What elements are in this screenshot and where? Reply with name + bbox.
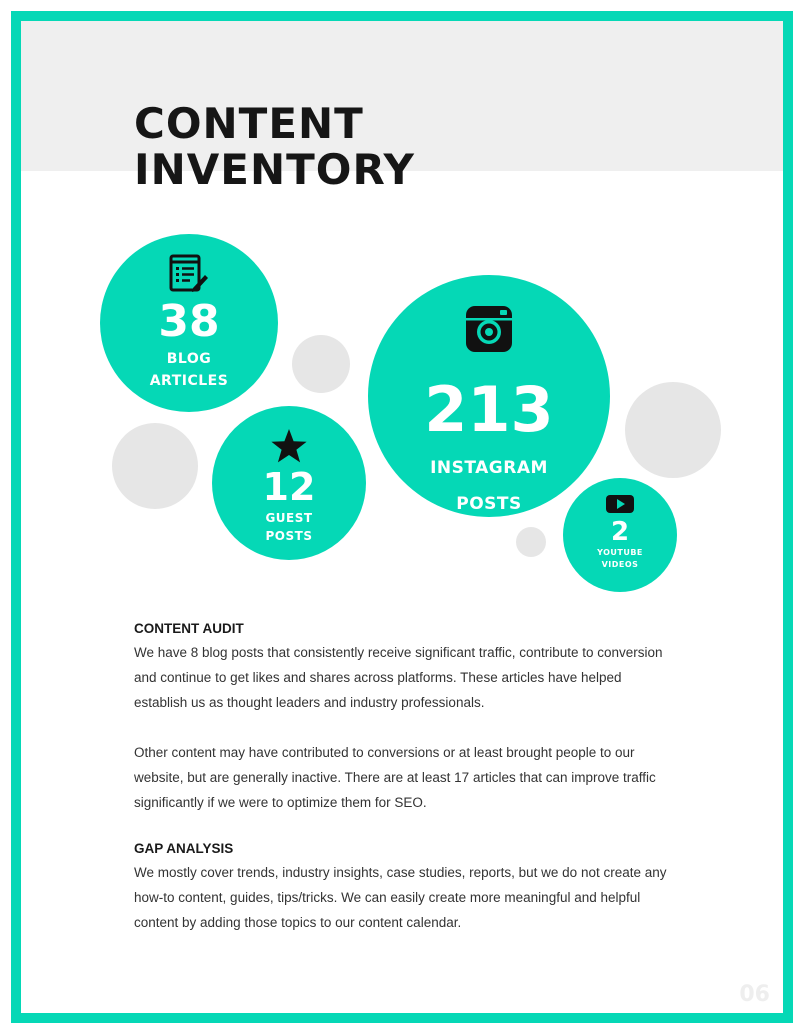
star-icon: [270, 428, 308, 464]
decorative-circle: [516, 527, 546, 557]
stat-label-line-2: VIDEOS: [601, 560, 639, 569]
stat-number: 38: [158, 296, 220, 347]
title-line-1: CONTENT: [134, 99, 364, 148]
stat-label-line-1: INSTAGRAM: [430, 458, 548, 478]
youtube-play-icon: [605, 494, 635, 514]
page-number: 06: [739, 982, 770, 1007]
page-frame: [11, 11, 793, 1023]
decorative-circle: [112, 423, 198, 509]
stat-number: 2: [610, 517, 630, 547]
stat-label-line-1: YOUTUBE: [597, 548, 643, 557]
stat-bubble-youtube-videos: [563, 478, 677, 592]
content-audit-paragraph-2: Other content may have contributed to conversions or at least brought people to our website, but are generally inactive. There are at least 17 articles that can improve traffic significantly if we were to optimize them for SEO.: [134, 745, 656, 810]
stat-label-line-2: POSTS: [265, 529, 313, 543]
blog-article-icon: [168, 254, 210, 294]
gap-analysis-paragraph: We mostly cover trends, industry insights, case studies, reports, but we do not create any how-to content, guides, tips/tricks. We can easily create more meaningful and helpful content by adding those topics to our content calendar.: [134, 865, 667, 930]
content-audit-paragraph-1: We have 8 blog posts that consistently receive significant traffic, contribute to conversion and continue to get likes and shares across platforms. These articles have helped establish us as thought leaders and industry professionals.: [134, 645, 663, 710]
stat-number: 12: [262, 465, 316, 509]
stat-number: 213: [424, 373, 554, 446]
title-line-2: INVENTORY: [134, 145, 415, 194]
stat-label-line-2: ARTICLES: [149, 373, 229, 389]
decorative-circle: [292, 335, 350, 393]
gap-analysis-heading: GAP ANALYSIS: [134, 841, 234, 856]
content-audit-heading: CONTENT AUDIT: [134, 621, 244, 636]
decorative-circle: [625, 382, 721, 478]
stat-label-line-1: BLOG: [166, 351, 212, 367]
stat-bubble-blog-articles: [100, 234, 278, 412]
stat-bubble-guest-posts: [212, 406, 366, 560]
stat-label-line-2: POSTS: [456, 494, 522, 514]
body-text-block: [134, 618, 674, 935]
stat-label-line-1: GUEST: [265, 511, 313, 525]
stat-bubble-instagram-posts: [368, 275, 610, 517]
instagram-icon: [465, 305, 513, 353]
page-title: [134, 101, 415, 193]
